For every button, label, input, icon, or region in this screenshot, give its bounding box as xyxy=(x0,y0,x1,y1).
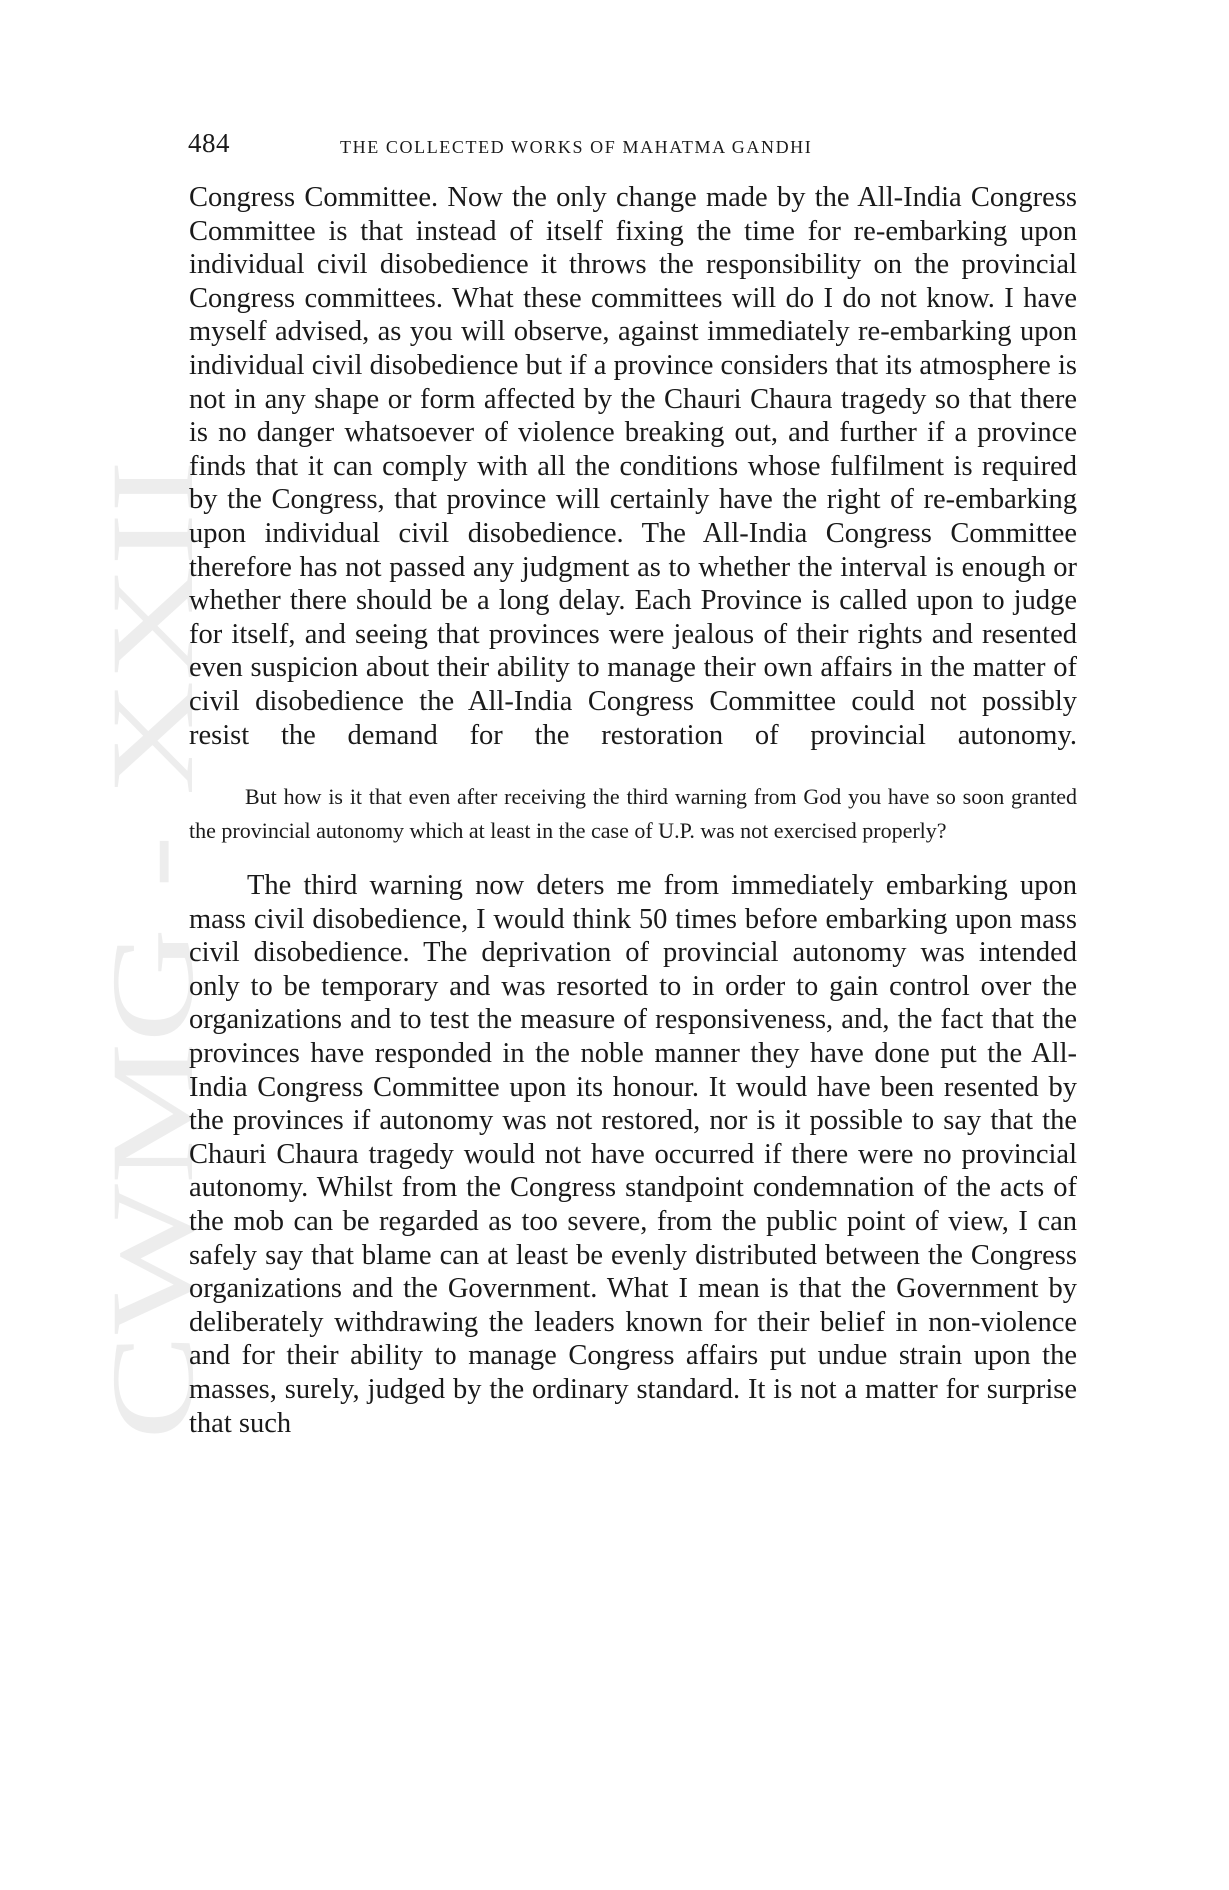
page-body xyxy=(189,181,1077,1440)
watermark-text: CWMG - XXII xyxy=(100,712,218,1440)
body-paragraph: Congress Committee. Now the only change made by the All-India Congress Committee is that instead of itself fixing the time for re-embarking upon individual civil disobedience it throws the responsibility on the provincial Congress committees. What these committees will do I do not know. I have myself advised, as you will observe, against immediately re-embarking upon individual civil disobedience but if a province considers that its atmosphere is not in any shape or form affected by the Chauri Chaura tragedy so that there is no danger whatsoever of violence breaking out, and further if a province finds that it can comply with all the conditions whose fulfilment is required by the Congress, that province will certainly have the right of re-embarking upon individual civil disobedience. The All-India Congress Committee therefore has not passed any judgment as to whether the interval is enough or whether there should be a long delay. Each Province is called upon to judge for itself, and seeing that provinces were jealous of their rights and resented even suspicion about their ability to manage their own affairs in the matter of civil disobedience the All-India Congress Committee could not possibly resist the demand for the restoration of provincial autonomy. xyxy=(189,182,1077,751)
interview-question: But how is it that even after receiving the third warning from God you have so soon granted the provincial autonomy which at least in the case of U.P. was not exercised properly? xyxy=(189,784,1077,843)
page-number: 484 xyxy=(188,128,230,158)
body-paragraph: The third warning now deters me from immediately embarking upon mass civil disobedience, I would think 50 times before embarking upon mass civil disobedience. The deprivation of provincial autonomy was intended only to be temporary and was resorted to in order to gain control over the organizations and to test the measure of responsiveness, and, the fact that the provinces have responded in the noble manner they have done put the All-India Congress Committee upon its honour. It would have been resented by the provinces if autonomy was not restored, nor is it possible to say that the Chauri Chaura tragedy would not have occurred if there were no provincial autonomy. Whilst from the Congress standpoint condemnation of the acts of the mob can be regarded as too severe, from the public point of view, I can safely say that blame can at least be evenly distributed between the Congress organizations and the Government. What I mean is that the Government by deliberately withdrawing the leaders known for their belief in non-violence and for their ability to manage Congress affairs put undue strain upon the masses, surely, judged by the ordinary standard. It is not a matter for surprise that such xyxy=(189,870,1077,1439)
running-head: THE COLLECTED WORKS OF MAHATMA GANDHI xyxy=(340,137,813,157)
page-header xyxy=(188,128,1080,168)
